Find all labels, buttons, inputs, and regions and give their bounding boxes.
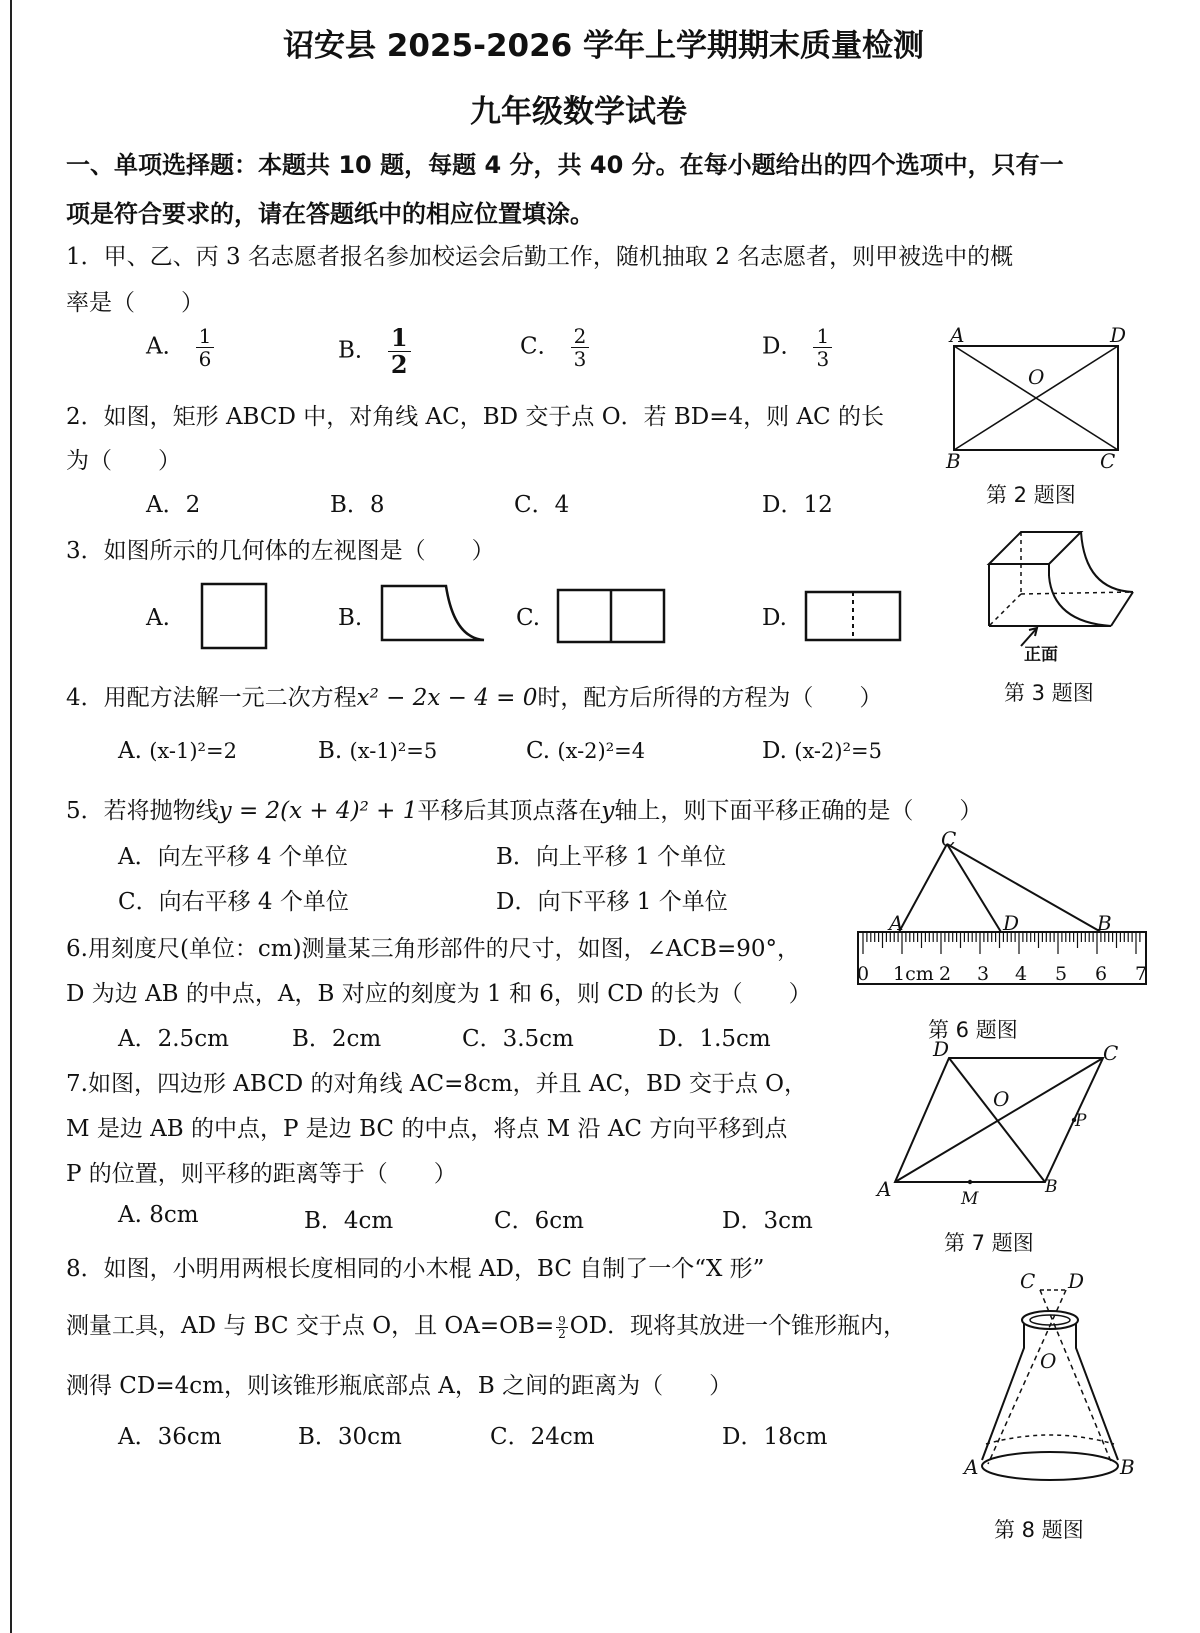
option-label: C． — [520, 333, 561, 360]
ruler-tick-label-7: 7 — [1135, 963, 1148, 985]
q8-option-d[interactable]: D．18cm — [722, 1424, 828, 1450]
label-O: O — [1028, 365, 1045, 389]
q1-option-d[interactable] — [762, 325, 832, 370]
q7-option-d[interactable]: D．3cm — [722, 1208, 813, 1234]
q7-option-c[interactable]: C．6cm — [494, 1208, 584, 1234]
ruler-tick-label-6: 6 — [1095, 963, 1108, 985]
q3-option-b[interactable]: B. — [338, 605, 363, 631]
q3-option-a[interactable]: A. — [146, 605, 170, 631]
label-C: C — [1100, 449, 1116, 473]
fraction: $\frac{1}{2}$ — [388, 325, 411, 378]
q4-option-d[interactable]: D. (x-2)²=5 — [762, 738, 882, 764]
q1-option-c[interactable] — [520, 325, 589, 370]
section-heading-line2: 项是符合要求的，请在答题纸中的相应位置填涂。 — [66, 200, 594, 228]
q6-option-b[interactable]: B．2cm — [292, 1026, 382, 1052]
q3-line1: 3．如图所示的几何体的左视图是（ ） — [66, 538, 495, 564]
q4-option-a[interactable]: A. (x-1)²=2 — [118, 738, 237, 764]
q8-option-b[interactable]: B．30cm — [298, 1424, 402, 1450]
label-P: P — [1075, 1111, 1087, 1131]
ruler-tick-label-3: 3 — [977, 963, 990, 985]
figure-q8-flask — [962, 1268, 1147, 1513]
q2-line2: 为（ ） — [66, 448, 181, 474]
q2-line1: 2．如图，矩形 ABCD 中，对角线 AC，BD 交于点 O．若 BD=4，则 AC 的长 — [66, 404, 884, 430]
label-D: D — [933, 1037, 950, 1061]
option-label: A． — [146, 333, 186, 360]
figure-q2-rectangle — [940, 322, 1140, 472]
q3-option-c-figure — [556, 588, 668, 646]
ruler-tick-label-1: 1cm — [893, 963, 934, 985]
ruler-ticks — [863, 932, 1140, 954]
q3-option-d-figure — [804, 590, 904, 644]
label-A: A — [889, 911, 904, 935]
fraction: $\frac{1}{6}$ — [196, 325, 215, 370]
figure-q6-caption: 第 6 题图 — [928, 1018, 1018, 1042]
ruler-tick-label-5: 5 — [1055, 963, 1068, 985]
ruler-tick-label-4: 4 — [1015, 963, 1028, 985]
figure-q6-ruler-triangle — [855, 827, 1155, 990]
equation: x² − 2x − 4 = 0 — [356, 685, 538, 711]
label-C: C — [1103, 1041, 1119, 1065]
label-D: D — [1068, 1269, 1085, 1293]
q6-line1: 6.用刻度尺(单位：cm)测量某三角形部件的尺寸，如图，∠ACB=90°， — [66, 936, 801, 962]
section-heading-line1: 一、单项选择题：本题共 10 题，每题 4 分，共 40 分。在每小题给出的四个选项中，只有一 — [66, 151, 1064, 179]
q1-line1: 1．甲、乙、丙 3 名志愿者报名参加校运会后勤工作，随机抽取 2 名志愿者，则甲被选中的概 — [66, 244, 1014, 270]
label-O: O — [993, 1087, 1010, 1111]
q3-option-b-figure — [378, 582, 488, 642]
label-B: B — [1120, 1455, 1135, 1479]
label-D: D — [1110, 323, 1127, 347]
q7-line3: P 的位置，则平移的距离等于（ ） — [66, 1161, 457, 1187]
q1-line2: 率是（ ） — [66, 290, 204, 316]
q4-option-c[interactable]: C. (x-2)²=4 — [526, 738, 646, 764]
q4-line1: 4．用配方法解一元二次方程x² − 2x − 4 = 0时，配方后所得的方程为（ ） — [66, 685, 883, 711]
ruler-tick-label-2: 2 — [939, 963, 952, 985]
q2-option-a[interactable]: A．2 — [146, 492, 201, 518]
label-A: A — [877, 1177, 892, 1201]
q8-option-a[interactable]: A．36cm — [118, 1424, 222, 1450]
left-margin-rule — [10, 0, 12, 1633]
label-B: B — [1097, 911, 1112, 935]
q1-option-a[interactable] — [146, 325, 214, 370]
q3-option-c[interactable]: C. — [516, 605, 541, 631]
q7-option-a[interactable]: A. 8cm — [118, 1202, 199, 1228]
q3-option-a-figure — [200, 582, 270, 652]
label-A: A — [950, 323, 965, 347]
exam-title: 诏安县 2025-2026 学年上学期期末质量检测 — [283, 28, 925, 64]
label-A: A — [964, 1455, 979, 1479]
figure-q3-front-label: 正面 — [1024, 645, 1058, 665]
label-C: C — [1020, 1269, 1036, 1293]
q6-option-d[interactable]: D．1.5cm — [658, 1026, 771, 1052]
label-O: O — [1040, 1349, 1057, 1373]
option-label: D． — [762, 333, 804, 360]
q5-option-c[interactable]: C．向右平移 4 个单位 — [118, 889, 349, 915]
q5-option-b[interactable]: B．向上平移 1 个单位 — [496, 844, 727, 870]
label-M: M — [961, 1189, 979, 1209]
q3-option-d[interactable]: D. — [762, 605, 787, 631]
label-B: B — [946, 449, 961, 473]
q6-line2: D 为边 AB 的中点，A，B 对应的刻度为 1 和 6，则 CD 的长为（ ） — [66, 981, 812, 1007]
figure-q8-caption: 第 8 题图 — [994, 1518, 1084, 1542]
q8-line2: 测量工具，AD 与 BC 交于点 O，且 OA=OB= $\frac{9}{2}$ OD．现将其放进一个锥形瓶内， — [66, 1313, 907, 1341]
q5-line1: 5．若将抛物线y = 2(x + 4)² + 1平移后其顶点落在y轴上，则下面平移正确的是（ ） — [66, 798, 983, 824]
q5-option-d[interactable]: D．向下平移 1 个单位 — [496, 889, 728, 915]
fraction: $\frac{1}{3}$ — [813, 325, 832, 370]
q8-line3: 测得 CD=4cm，则该锥形瓶底部点 A，B 之间的距离为（ ） — [66, 1373, 733, 1399]
option-label: B． — [338, 337, 378, 364]
q6-option-c[interactable]: C．3.5cm — [462, 1026, 574, 1052]
exam-subtitle: 九年级数学试卷 — [470, 94, 687, 130]
figure-q3-solid — [985, 528, 1140, 666]
parabola-equation: y = 2(x + 4)² + 1 — [218, 798, 418, 824]
q5-option-a[interactable]: A．向左平移 4 个单位 — [118, 844, 348, 870]
fraction: $\frac{2}{3}$ — [571, 325, 590, 370]
fraction-nine-halves: $\frac{9}{2}$ — [558, 1313, 566, 1341]
q7-line1: 7.如图，四边形 ABCD 的对角线 AC=8cm，并且 AC，BD 交于点 O， — [66, 1071, 807, 1097]
q4-option-b[interactable]: B. (x-1)²=5 — [318, 738, 438, 764]
q7-line2: M 是边 AB 的中点，P 是边 BC 的中点，将点 M 沿 AC 方向平移到点 — [66, 1116, 788, 1142]
q8-line1: 8．如图，小明用两根长度相同的小木棍 AD，BC 自制了一个“X 形” — [66, 1256, 765, 1282]
q2-option-b[interactable]: B．8 — [330, 492, 385, 518]
label-D: D — [1003, 911, 1020, 935]
q2-option-c[interactable]: C．4 — [514, 492, 570, 518]
q7-option-b[interactable]: B．4cm — [304, 1208, 394, 1234]
label-C: C — [941, 827, 957, 851]
q1-option-b[interactable] — [338, 325, 411, 378]
ruler-tick-label-0: 0 — [857, 963, 870, 985]
figure-q2-caption: 第 2 题图 — [986, 483, 1076, 507]
figure-q3-caption: 第 3 题图 — [1004, 681, 1094, 705]
figure-q7-caption: 第 7 题图 — [944, 1231, 1034, 1255]
q6-option-a[interactable]: A．2.5cm — [118, 1026, 229, 1052]
q2-option-d[interactable]: D．12 — [762, 492, 833, 518]
figure-q7-quadrilateral — [875, 1037, 1125, 1210]
label-B: B — [1045, 1177, 1058, 1197]
q8-option-c[interactable]: C．24cm — [490, 1424, 595, 1450]
